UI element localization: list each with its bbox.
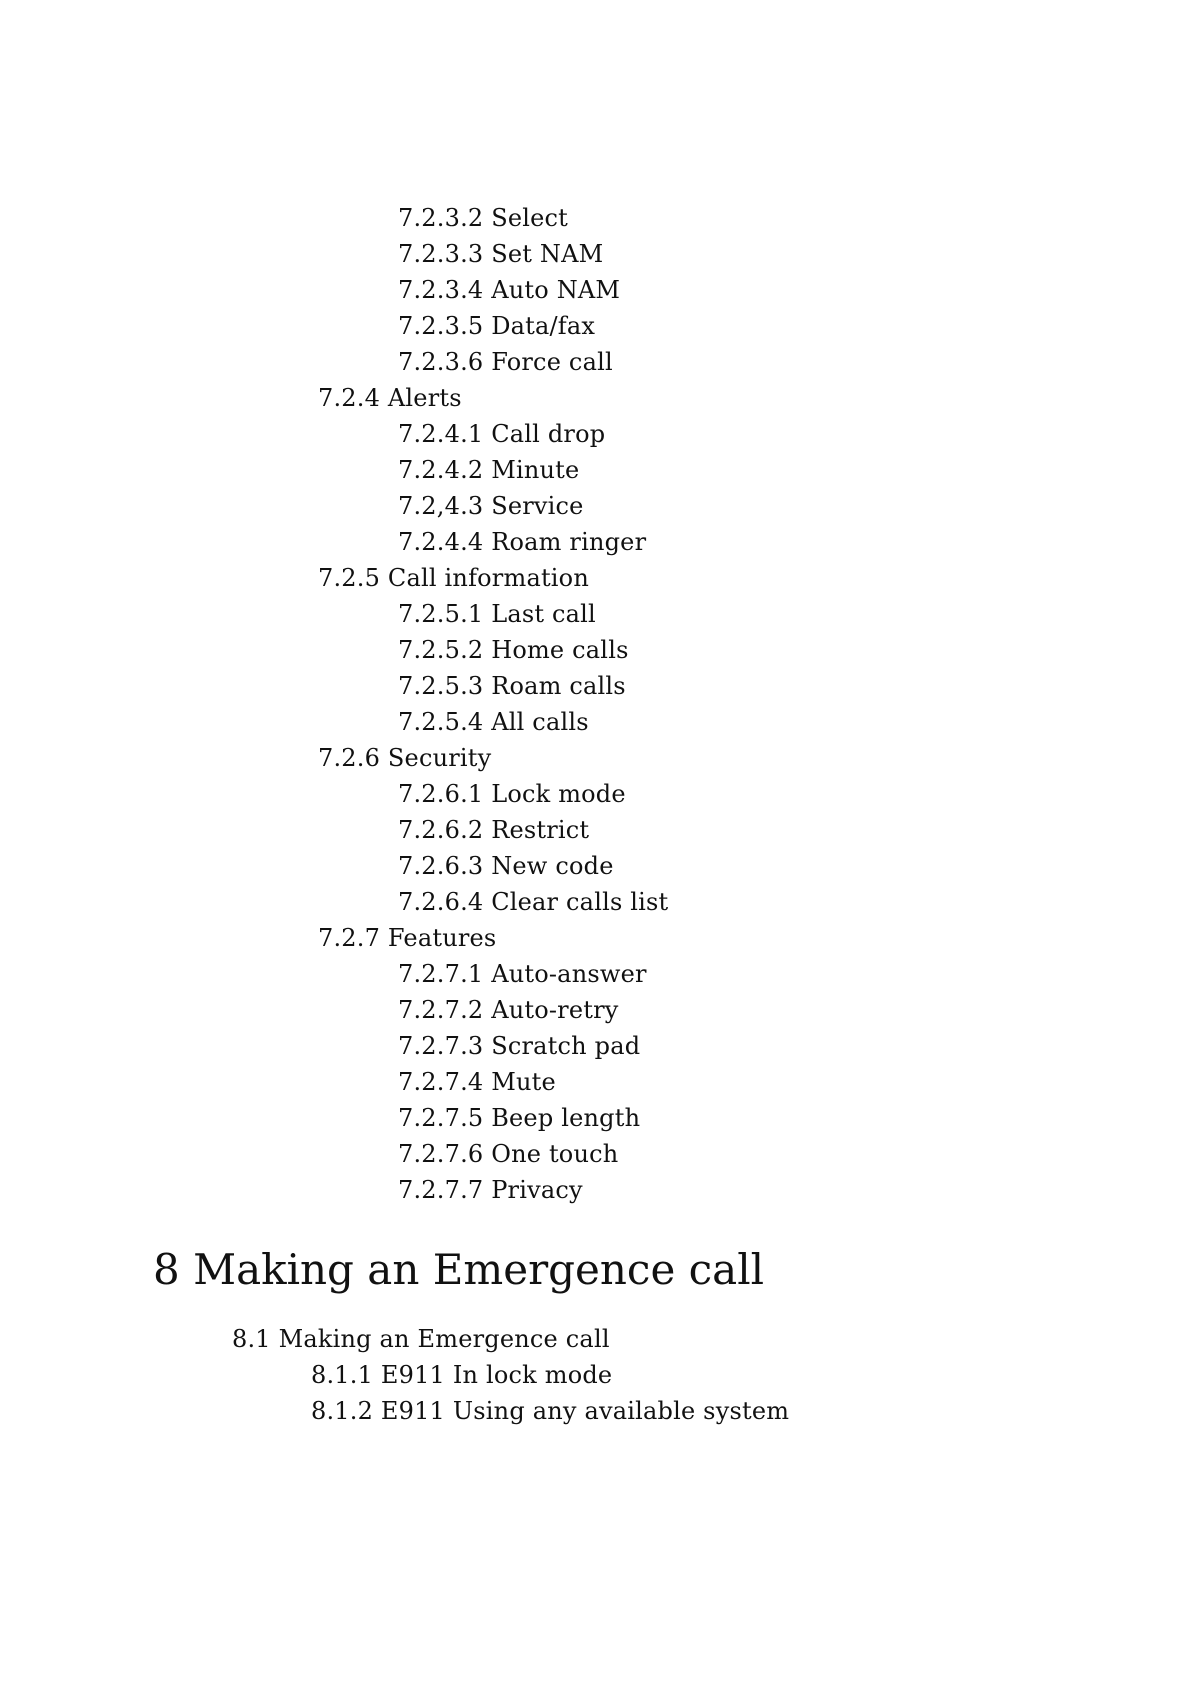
toc-entry: 7.2.4.2 Minute (398, 456, 580, 484)
toc-entry: 7.2.4.4 Roam ringer (398, 528, 647, 556)
toc-entry: 7.2.5.4 All calls (398, 708, 589, 736)
toc-entry: 7.2.6.2 Restrict (398, 816, 590, 844)
toc-entry: 7.2.7.2 Auto-retry (398, 996, 619, 1024)
toc-entry: 8.1.1 E911 In lock mode (311, 1361, 613, 1389)
toc-entry: 7.2.3.2 Select (398, 204, 569, 232)
chapter-heading: 8 Making an Emergence call (153, 1245, 765, 1294)
toc-entry: 7.2.4 Alerts (318, 384, 462, 412)
toc-entry: 7.2.5 Call information (318, 564, 589, 592)
toc-entry: 7.2.7.4 Mute (398, 1068, 556, 1096)
toc-entry: 7.2.3.5 Data/fax (398, 312, 596, 340)
toc-entry: 7.2.4.1 Call drop (398, 420, 606, 448)
toc-entry: 7.2.3.4 Auto NAM (398, 276, 621, 304)
toc-entry: 7.2.7 Features (318, 924, 497, 952)
toc-entry: 7.2.7.7 Privacy (398, 1176, 583, 1204)
toc-entry: 7.2.6.4 Clear calls list (398, 888, 669, 916)
toc-entry: 7.2.6.1 Lock mode (398, 780, 626, 808)
toc-entry: 7.2.6.3 New code (398, 852, 614, 880)
toc-entry: 7.2.3.3 Set NAM (398, 240, 604, 268)
toc-entry: 8.1.2 E911 Using any available system (311, 1397, 790, 1425)
toc-entry: 7.2.5.3 Roam calls (398, 672, 626, 700)
toc-entry: 7.2.7.5 Beep length (398, 1104, 641, 1132)
toc-entry: 7.2.7.1 Auto-answer (398, 960, 647, 988)
toc-entry: 7.2.3.6 Force call (398, 348, 613, 376)
toc-entry: 7.2,4.3 Service (398, 492, 584, 520)
toc-entry: 7.2.6 Security (318, 744, 492, 772)
toc-entry: 7.2.5.1 Last call (398, 600, 596, 628)
toc-entry: 7.2.7.6 One touch (398, 1140, 619, 1168)
toc-entry: 7.2.5.2 Home calls (398, 636, 629, 664)
toc-entry: 8.1 Making an Emergence call (232, 1325, 610, 1353)
toc-entry: 7.2.7.3 Scratch pad (398, 1032, 641, 1060)
